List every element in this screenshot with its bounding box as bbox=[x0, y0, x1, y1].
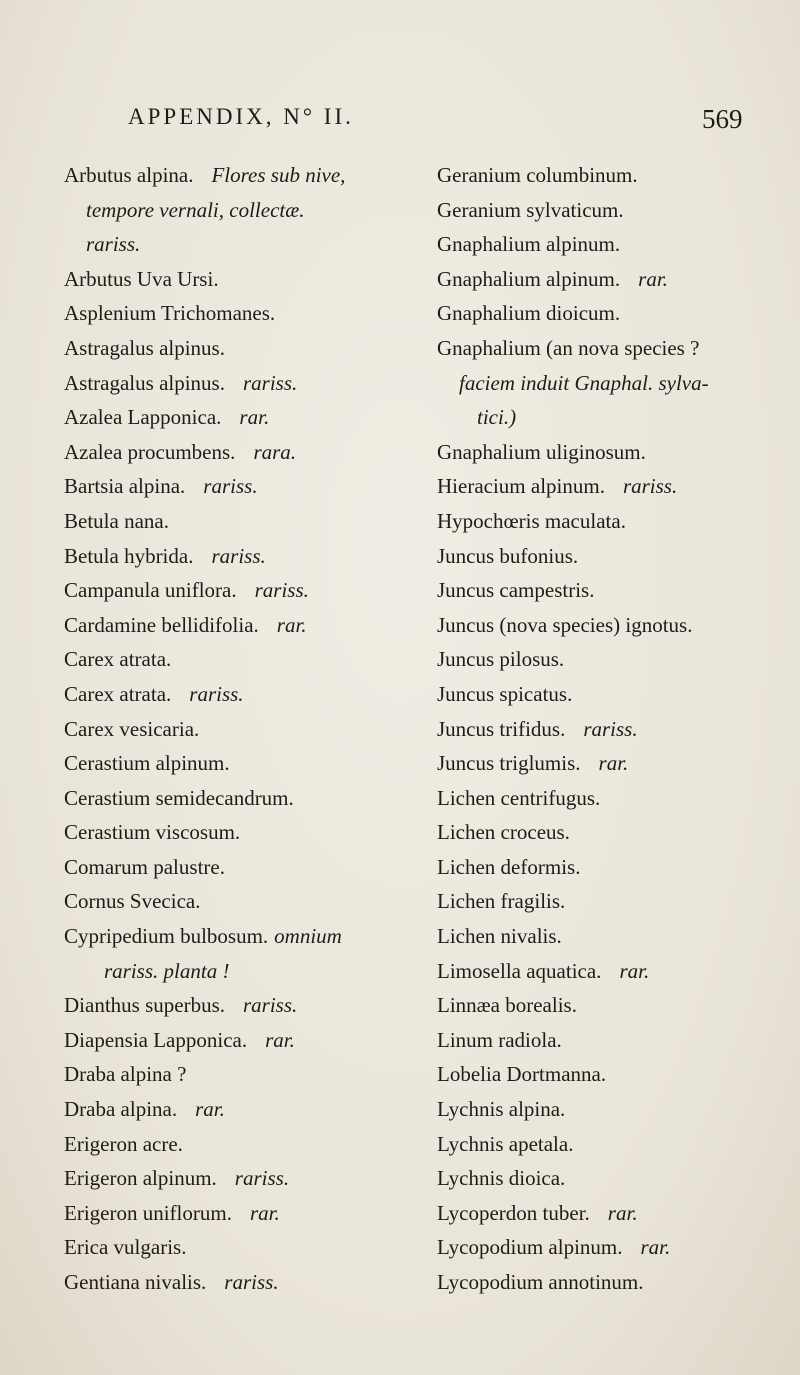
species-name: Lichen fragilis. bbox=[437, 889, 566, 914]
species-name: Hypochœris maculata. bbox=[437, 508, 626, 533]
list-item bbox=[437, 262, 797, 297]
rarity-note: rariss. bbox=[254, 578, 309, 603]
rarity-note: rar. bbox=[619, 958, 650, 983]
list-item bbox=[437, 400, 797, 435]
list-item bbox=[64, 850, 424, 885]
species-name: Lycopodium annotinum. bbox=[437, 1270, 644, 1294]
list-item bbox=[64, 815, 424, 850]
list-item bbox=[437, 1092, 797, 1127]
list-item bbox=[437, 1127, 797, 1162]
list-item bbox=[437, 227, 797, 262]
rarity-note: rariss. bbox=[189, 681, 244, 706]
species-name: Betula nana. bbox=[64, 508, 169, 533]
species-name: Asplenium Trichomanes. bbox=[64, 301, 276, 326]
list-item bbox=[64, 1092, 424, 1127]
species-name: Lichen croceus. bbox=[437, 820, 570, 845]
rarity-note: rariss. bbox=[234, 1166, 290, 1191]
list-item bbox=[64, 954, 424, 989]
list-item bbox=[437, 1161, 797, 1196]
rarity-note: rar. bbox=[640, 1235, 671, 1260]
rarity-note: rar. bbox=[239, 405, 270, 430]
list-item bbox=[64, 642, 424, 677]
list-item bbox=[64, 435, 424, 470]
list-item bbox=[64, 884, 424, 919]
right-column bbox=[437, 158, 797, 1300]
list-item bbox=[64, 539, 424, 574]
species-name: Carex atrata. bbox=[64, 681, 172, 706]
list-item bbox=[437, 608, 797, 643]
list-item bbox=[64, 1127, 424, 1162]
rarity-note: rariss. planta ! bbox=[104, 958, 230, 983]
rarity-note: tempore vernali, collectæ. bbox=[86, 197, 305, 222]
species-name: Betula hybrida. bbox=[64, 543, 194, 568]
list-item bbox=[64, 296, 424, 331]
species-name: Gnaphalium alpinum. bbox=[437, 266, 621, 291]
list-item bbox=[437, 193, 797, 228]
species-name: Lychnis alpina. bbox=[437, 1097, 566, 1122]
list-item bbox=[64, 712, 424, 747]
rarity-note: rariss. bbox=[211, 543, 266, 568]
list-item bbox=[437, 781, 797, 816]
species-name: Arbutus Uva Ursi. bbox=[64, 266, 219, 291]
species-name: Cypripedium bulbosum. bbox=[64, 924, 269, 949]
species-name: Juncus (nova species) ignotus. bbox=[437, 612, 693, 637]
list-item bbox=[437, 642, 797, 677]
rarity-note: rar. bbox=[638, 266, 668, 291]
list-item bbox=[64, 158, 424, 193]
species-name: Hieracium alpinum. bbox=[437, 474, 605, 499]
list-item bbox=[437, 435, 797, 470]
list-item bbox=[64, 1265, 424, 1300]
species-name: Linum radiola. bbox=[437, 1027, 562, 1052]
list-item bbox=[437, 1230, 797, 1265]
species-name: Juncus campestris. bbox=[437, 578, 595, 603]
species-name: Astragalus alpinus. bbox=[64, 370, 225, 395]
species-name: Geranium sylvaticum. bbox=[437, 197, 624, 222]
list-item bbox=[437, 296, 797, 331]
list-item bbox=[64, 504, 424, 539]
list-item bbox=[437, 815, 797, 850]
list-item bbox=[64, 1057, 424, 1092]
species-name: Geranium columbinum. bbox=[437, 163, 638, 187]
list-item bbox=[64, 573, 424, 608]
list-item bbox=[437, 988, 797, 1023]
list-item bbox=[437, 469, 797, 504]
list-item bbox=[64, 1196, 424, 1231]
list-item bbox=[437, 504, 797, 539]
rarity-note: rara. bbox=[253, 439, 297, 464]
list-item bbox=[64, 227, 424, 262]
list-item bbox=[64, 919, 424, 954]
list-item bbox=[437, 954, 797, 989]
species-name: Cerastium viscosum. bbox=[64, 820, 241, 845]
species-name: Limosella aquatica. bbox=[437, 958, 602, 983]
species-name: Gnaphalium alpinum. bbox=[437, 232, 621, 257]
rarity-note: rariss. bbox=[224, 1270, 279, 1294]
species-name: Juncus pilosus. bbox=[437, 647, 565, 672]
species-name: Erigeron uniflorum. bbox=[64, 1200, 232, 1225]
list-item bbox=[64, 469, 424, 504]
list-item bbox=[437, 884, 797, 919]
species-name: Gentiana nivalis. bbox=[64, 1270, 207, 1294]
rarity-note: rariss. bbox=[86, 232, 141, 257]
rarity-note: rariss. bbox=[622, 474, 678, 499]
rarity-note: rariss. bbox=[242, 370, 298, 395]
list-item bbox=[437, 1023, 797, 1058]
list-item bbox=[64, 331, 424, 366]
list-item bbox=[64, 988, 424, 1023]
list-item bbox=[437, 919, 797, 954]
list-item bbox=[64, 193, 424, 228]
list-item bbox=[64, 1023, 424, 1058]
species-name: Comarum palustre. bbox=[64, 854, 225, 879]
species-name: Bartsia alpina. bbox=[64, 474, 186, 499]
species-name: Juncus spicatus. bbox=[437, 681, 573, 706]
rarity-note: rar. bbox=[195, 1097, 225, 1122]
species-name: Lychnis apetala. bbox=[437, 1131, 574, 1156]
list-item bbox=[437, 331, 797, 366]
rarity-note: Flores sub nive, bbox=[211, 163, 346, 187]
species-name: Carex atrata. bbox=[64, 647, 172, 672]
list-item bbox=[437, 366, 797, 401]
list-item bbox=[437, 158, 797, 193]
species-name: Lichen deformis. bbox=[437, 854, 581, 879]
species-name: Draba alpina. bbox=[64, 1097, 178, 1122]
species-name: Lobelia Dortmanna. bbox=[437, 1062, 607, 1087]
species-name: Gnaphalium uliginosum. bbox=[437, 439, 646, 464]
species-name: Linnæa borealis. bbox=[437, 993, 577, 1018]
species-name: Lichen centrifugus. bbox=[437, 785, 601, 810]
species-name: Diapensia Lapponica. bbox=[64, 1027, 248, 1052]
left-column bbox=[64, 158, 424, 1300]
species-name: Erigeron acre. bbox=[64, 1131, 183, 1156]
list-item bbox=[437, 712, 797, 747]
list-item bbox=[64, 1161, 424, 1196]
list-item bbox=[64, 366, 424, 401]
species-name: Cerastium alpinum. bbox=[64, 751, 230, 776]
rarity-note: rariss. bbox=[243, 993, 298, 1018]
list-item bbox=[437, 1057, 797, 1092]
list-item bbox=[437, 539, 797, 574]
species-name: Erigeron alpinum. bbox=[64, 1166, 217, 1191]
species-name: Dianthus superbus. bbox=[64, 993, 225, 1018]
list-item bbox=[437, 677, 797, 712]
species-name: Lychnis dioica. bbox=[437, 1166, 566, 1191]
list-item bbox=[437, 746, 797, 781]
list-item bbox=[437, 1265, 797, 1300]
list-item bbox=[64, 262, 424, 297]
rarity-note: rar. bbox=[265, 1027, 295, 1052]
list-item bbox=[64, 608, 424, 643]
species-name: Cardamine bellidifolia. bbox=[64, 612, 259, 637]
list-item bbox=[437, 850, 797, 885]
rarity-note: rariss. bbox=[203, 474, 258, 499]
species-name: Carex vesicaria. bbox=[64, 716, 200, 741]
list-item bbox=[64, 781, 424, 816]
list-item bbox=[64, 400, 424, 435]
species-name: Erica vulgaris. bbox=[64, 1235, 187, 1260]
list-item bbox=[64, 1230, 424, 1265]
species-name: Gnaphalium dioicum. bbox=[437, 301, 621, 326]
rarity-note: rariss. bbox=[583, 716, 638, 741]
list-item bbox=[64, 677, 424, 712]
species-name: Campanula uniflora. bbox=[64, 578, 237, 603]
species-name: Juncus bufonius. bbox=[437, 543, 579, 568]
rarity-note: rar. bbox=[607, 1200, 638, 1225]
list-item bbox=[437, 573, 797, 608]
rarity-note: rar. bbox=[276, 612, 307, 637]
rarity-note: tici.) bbox=[477, 405, 517, 430]
rarity-note: faciem induit Gnaphal. sylva- bbox=[459, 370, 709, 395]
species-name: Juncus trifidus. bbox=[437, 716, 566, 741]
rarity-note: rar. bbox=[598, 751, 629, 776]
species-name: Astragalus alpinus. bbox=[64, 335, 225, 360]
list-item bbox=[437, 1196, 797, 1231]
running-head: APPENDIX, N° II. bbox=[128, 104, 354, 129]
page-number: 569 bbox=[702, 104, 743, 134]
rarity-note: rar. bbox=[249, 1200, 280, 1225]
list-item bbox=[64, 746, 424, 781]
species-name: Juncus triglumis. bbox=[437, 751, 581, 776]
page-header bbox=[0, 104, 800, 144]
species-name: Lycoperdon tuber. bbox=[437, 1200, 590, 1225]
species-name: Cerastium semidecandrum. bbox=[64, 785, 294, 810]
species-name: Azalea procumbens. bbox=[64, 439, 236, 464]
species-name: Gnaphalium (an nova species ? bbox=[437, 335, 700, 360]
rarity-note: omnium bbox=[274, 924, 342, 949]
species-name: Lycopodium alpinum. bbox=[437, 1235, 623, 1260]
species-name: Lichen nivalis. bbox=[437, 924, 562, 949]
species-name: Azalea Lapponica. bbox=[64, 405, 222, 430]
species-name: Arbutus alpina. bbox=[64, 163, 194, 187]
species-name: Draba alpina ? bbox=[64, 1062, 187, 1087]
species-name: Cornus Svecica. bbox=[64, 889, 201, 914]
